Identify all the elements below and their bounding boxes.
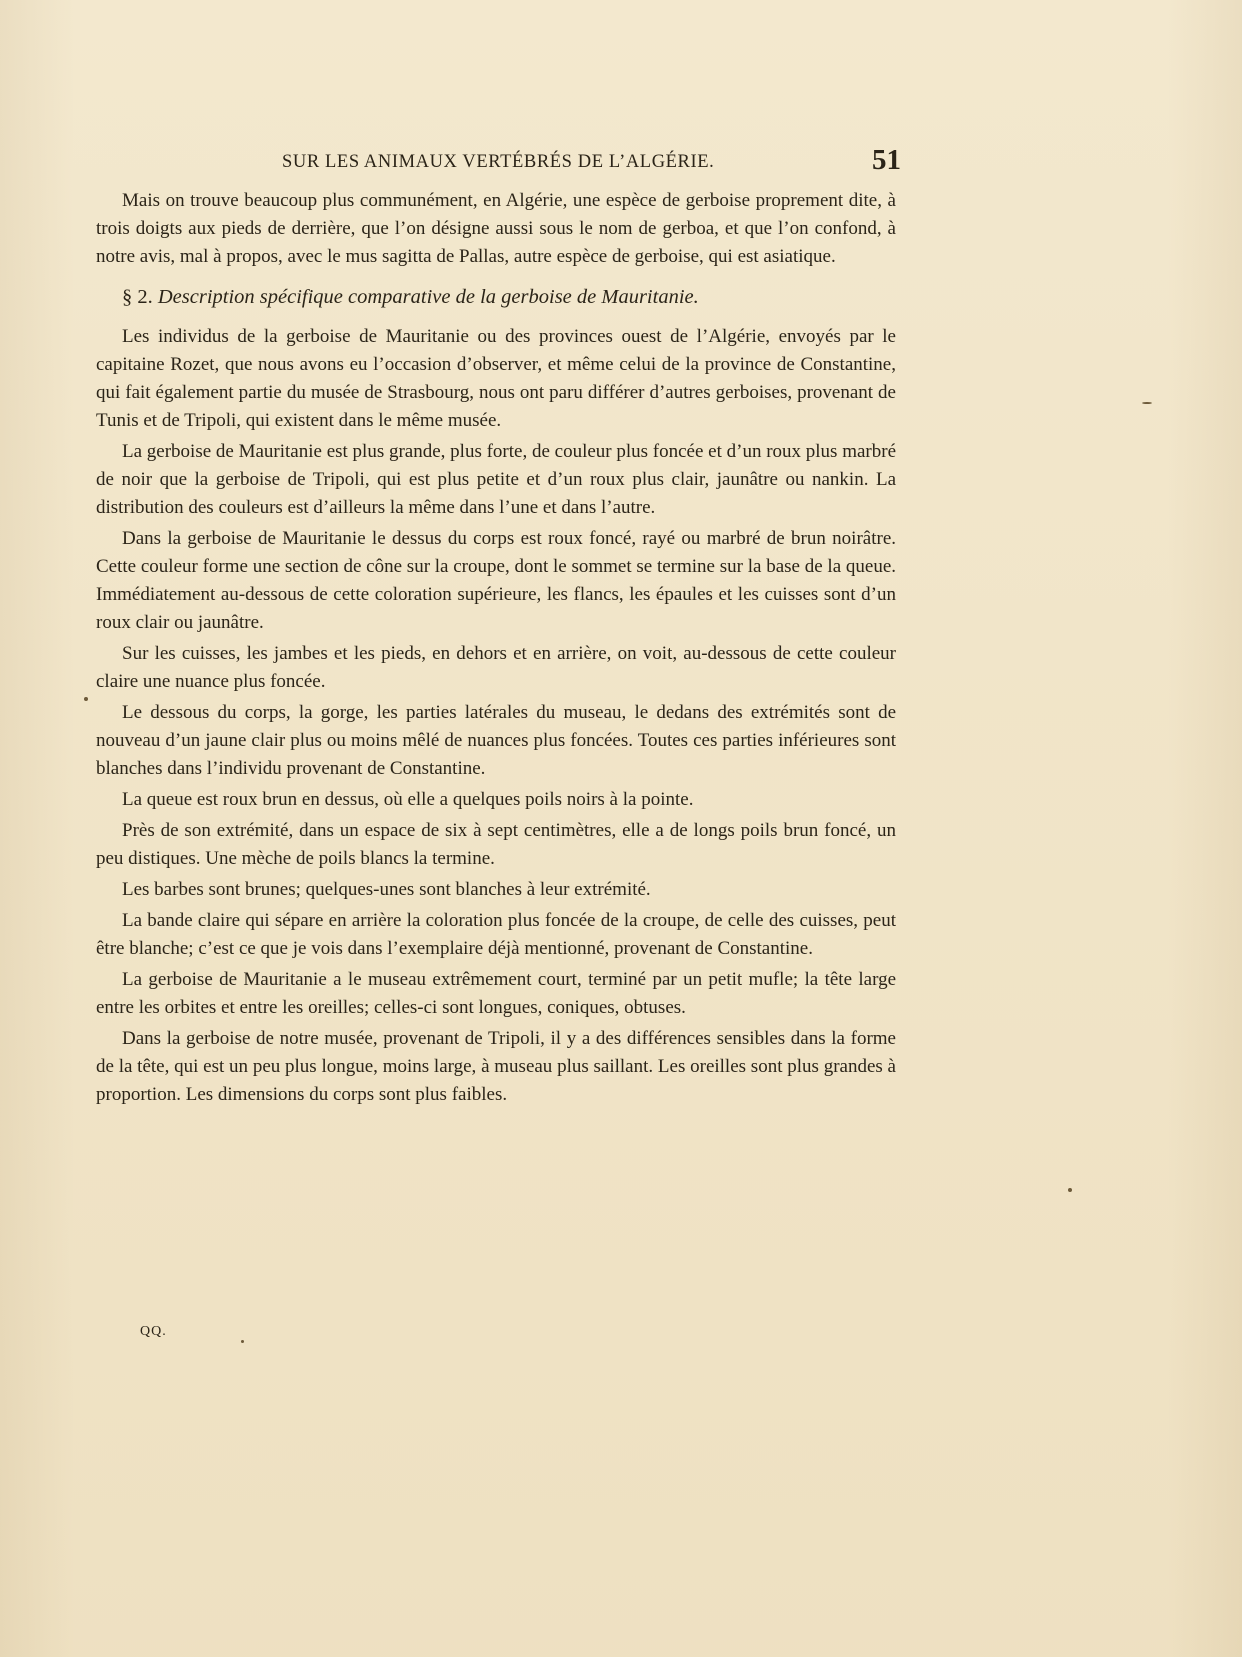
running-head <box>96 144 901 180</box>
speck <box>1142 402 1152 404</box>
page-number: 51 <box>872 144 901 176</box>
speck <box>84 697 88 701</box>
signature-mark: QQ. <box>140 1324 167 1339</box>
text-body <box>96 187 896 1112</box>
section-title: Description spécifique comparative de la gerboise de Mauritanie. <box>157 286 699 308</box>
paragraph-10: La bande claire qui sépare en arrière la coloration plus foncée de la croupe, de celle des cuisses, peut être blanche; c’est ce que je vois dans l’exemplaire déjà mentionné, provenant de Constantine. <box>96 910 896 959</box>
running-title: SUR LES ANIMAUX VERTÉBRÉS DE L’ALGÉRIE. <box>282 152 715 172</box>
paragraph-4: Dans la gerboise de Mauritanie le dessus du corps est roux foncé, rayé ou marbré de brun noirâtre. Cette couleur forme une section de cône sur la croupe, dont le sommet se termine sur la base de la queue. Immédiatement au-dessous de cette coloration supérieure, les flancs, les épaules et les cuisses sont d’un roux clair ou jaunâtre. <box>96 528 896 633</box>
speck <box>241 1340 244 1343</box>
paragraph-6: Le dessous du corps, la gorge, les parties latérales du museau, le dedans des extrémités sont de nouveau d’un jaune clair plus ou moins mêlé de nuances plus foncées. Toutes ces parties inférieures sont blanches dans l’individu provenant de Constantine. <box>96 702 896 779</box>
section-heading <box>96 283 896 311</box>
paragraph-11: La gerboise de Mauritanie a le museau extrêmement court, terminé par un petit mufle; la tête large entre les orbites et entre les oreilles; celles-ci sont longues, coniques, obtuses. <box>96 969 896 1018</box>
speck <box>1068 1188 1072 1192</box>
paragraph-1: Mais on trouve beaucoup plus communément, en Algérie, une espèce de gerboise proprement dite, à trois doigts aux pieds de derrière, que l’on désigne aussi sous le nom de gerboa, et que l’on confond, à notre avis, mal à propos, avec le mus sagitta de Pallas, autre espèce de gerboise, qui est asiatique. <box>96 190 896 267</box>
paragraph-12: Dans la gerboise de notre musée, provenant de Tripoli, il y a des différences sensibles dans la forme de la tête, qui est un peu plus longue, moins large, à museau plus saillant. Les oreilles sont plus grandes à proportion. Les dimensions du corps sont plus faibles. <box>96 1028 896 1105</box>
paragraph-5: Sur les cuisses, les jambes et les pieds, en dehors et en arrière, on voit, au-dessous de cette couleur claire une nuance plus foncée. <box>96 643 896 692</box>
paragraph-3: La gerboise de Mauritanie est plus grande, plus forte, de couleur plus foncée et d’un roux plus marbré de noir que la gerboise de Tripoli, qui est plus petite et d’un roux plus clair, jaunâtre ou nankin. La distribution des couleurs est d’ailleurs la même dans l’une et dans l’autre. <box>96 441 896 518</box>
paragraph-2: Les individus de la gerboise de Mauritanie ou des provinces ouest de l’Algérie, envoyés par le capitaine Rozet, que nous avons eu l’occasion d’observer, et même celui de la province de Constantine, qui fait également partie du musée de Strasbourg, nous ont paru différer d’autres gerboises, provenant de Tunis et de Tripoli, qui existent dans le même musée. <box>96 326 896 431</box>
paragraph-9: Les barbes sont brunes; quelques-unes sont blanches à leur extrémité. <box>122 879 651 900</box>
paragraph-7: La queue est roux brun en dessus, où elle a quelques poils noirs à la pointe. <box>122 789 694 810</box>
paragraph-8: Près de son extrémité, dans un espace de six à sept centimètres, elle a de longs poils brun foncé, un peu distiques. Une mèche de poils blancs la termine. <box>96 820 896 869</box>
section-number: § 2. <box>122 286 153 308</box>
